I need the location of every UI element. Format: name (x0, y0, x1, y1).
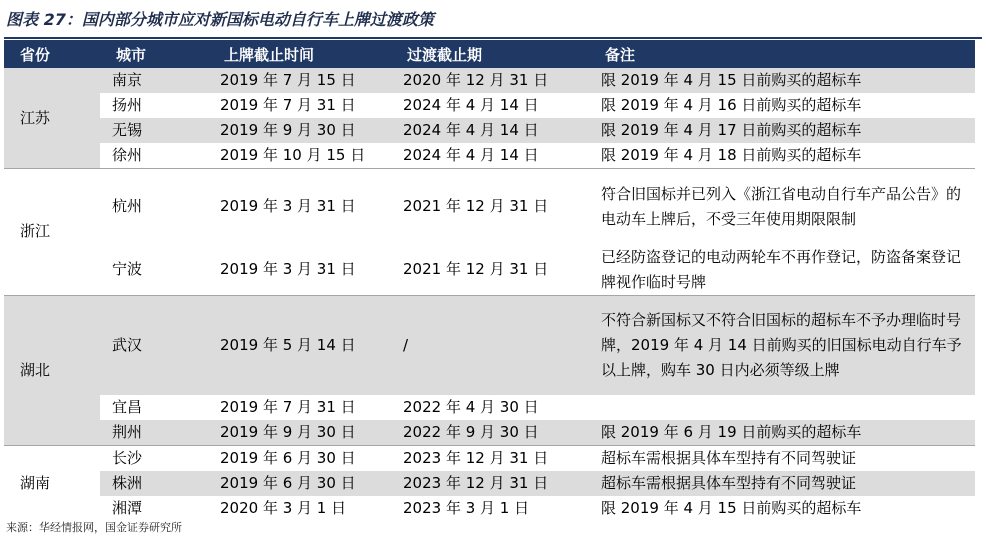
table-row (4, 395, 975, 420)
transition-cell: 2024 年 4 月 14 日 (391, 118, 589, 143)
city-cell: 湘潭 (100, 496, 208, 521)
city-cell: 南京 (100, 68, 208, 93)
city-cell: 宜昌 (100, 395, 208, 420)
header-province: 省份 (4, 40, 100, 68)
header-transition: 过渡截止期 (391, 40, 589, 68)
note-cell: 限 2019 年 4 月 15 日前购买的超标车 (589, 496, 975, 521)
note-cell (589, 395, 975, 420)
table-row (4, 471, 975, 496)
note-cell: 限 2019 年 4 月 17 日前购买的超标车 (589, 118, 975, 143)
figure-title: 图表 27：国内部分城市应对新国标电动自行车上牌过渡政策 (6, 10, 434, 29)
note-cell: 符合旧国标并已列入《浙江省电动自行车产品公告》的电动车上牌后，不受三年使用期限限制 (589, 169, 975, 245)
city-cell: 杭州 (100, 169, 208, 245)
header-deadline: 上牌截止时间 (208, 40, 391, 68)
note-cell: 限 2019 年 4 月 15 日前购买的超标车 (589, 68, 975, 93)
deadline-cell: 2020 年 3 月 1 日 (208, 496, 391, 521)
transition-cell: 2022 年 9 月 30 日 (391, 420, 589, 446)
province-cell: 浙江 (4, 169, 100, 296)
note-cell: 限 2019 年 4 月 16 日前购买的超标车 (589, 93, 975, 118)
province-cell: 湖南 (4, 446, 100, 522)
policy-table (4, 40, 975, 521)
table-row (4, 68, 975, 93)
city-cell: 荆州 (100, 420, 208, 446)
source-note: 来源：华经情报网，国金证券研究所 (6, 521, 182, 534)
transition-cell: 2023 年 12 月 31 日 (391, 446, 589, 472)
deadline-cell: 2019 年 6 月 30 日 (208, 446, 391, 472)
city-cell: 徐州 (100, 143, 208, 169)
city-cell: 株洲 (100, 471, 208, 496)
deadline-cell: 2019 年 7 月 31 日 (208, 395, 391, 420)
table-row (4, 245, 975, 296)
city-cell: 武汉 (100, 295, 208, 395)
table-row (4, 118, 975, 143)
note-cell: 超标车需根据具体车型持有不同驾驶证 (589, 471, 975, 496)
transition-cell: 2024 年 4 月 14 日 (391, 93, 589, 118)
transition-cell: 2024 年 4 月 14 日 (391, 143, 589, 169)
table-row (4, 446, 975, 472)
deadline-cell: 2019 年 3 月 31 日 (208, 169, 391, 245)
table-row (4, 143, 975, 169)
city-cell: 长沙 (100, 446, 208, 472)
deadline-cell: 2019 年 7 月 15 日 (208, 68, 391, 93)
note-cell: 已经防盗登记的电动两轮车不再作登记，防盗备案登记牌视作临时号牌 (589, 245, 975, 296)
deadline-cell: 2019 年 3 月 31 日 (208, 245, 391, 296)
table-row (4, 496, 975, 521)
transition-cell: 2023 年 3 月 1 日 (391, 496, 589, 521)
table-row (4, 420, 975, 446)
table-row (4, 295, 975, 395)
city-cell: 无锡 (100, 118, 208, 143)
province-cell: 湖北 (4, 295, 100, 446)
transition-cell: 2020 年 12 月 31 日 (391, 68, 589, 93)
note-cell: 限 2019 年 6 月 19 日前购买的超标车 (589, 420, 975, 446)
transition-cell: 2023 年 12 月 31 日 (391, 471, 589, 496)
deadline-cell: 2019 年 9 月 30 日 (208, 118, 391, 143)
province-cell: 江苏 (4, 68, 100, 169)
note-cell: 限 2019 年 4 月 18 日前购买的超标车 (589, 143, 975, 169)
note-cell: 超标车需根据具体车型持有不同驾驶证 (589, 446, 975, 472)
note-cell: 不符合新国标又不符合旧国标的超标车不予办理临时号牌，2019 年 4 月 14 日前购买的旧国标电动自行车予以上牌，购车 30 日内必须等级上牌 (589, 295, 975, 395)
deadline-cell: 2019 年 9 月 30 日 (208, 420, 391, 446)
header-city: 城市 (100, 40, 208, 68)
deadline-cell: 2019 年 6 月 30 日 (208, 471, 391, 496)
deadline-cell: 2019 年 7 月 31 日 (208, 93, 391, 118)
deadline-cell: 2019 年 5 月 14 日 (208, 295, 391, 395)
table-row (4, 169, 975, 245)
transition-cell: / (391, 295, 589, 395)
deadline-cell: 2019 年 10 月 15 日 (208, 143, 391, 169)
transition-cell: 2022 年 4 月 30 日 (391, 395, 589, 420)
table-header-row (4, 40, 975, 68)
table-row (4, 93, 975, 118)
city-cell: 宁波 (100, 245, 208, 296)
header-note: 备注 (589, 40, 975, 68)
transition-cell: 2021 年 12 月 31 日 (391, 245, 589, 296)
title-rule (4, 37, 982, 39)
city-cell: 扬州 (100, 93, 208, 118)
transition-cell: 2021 年 12 月 31 日 (391, 169, 589, 245)
